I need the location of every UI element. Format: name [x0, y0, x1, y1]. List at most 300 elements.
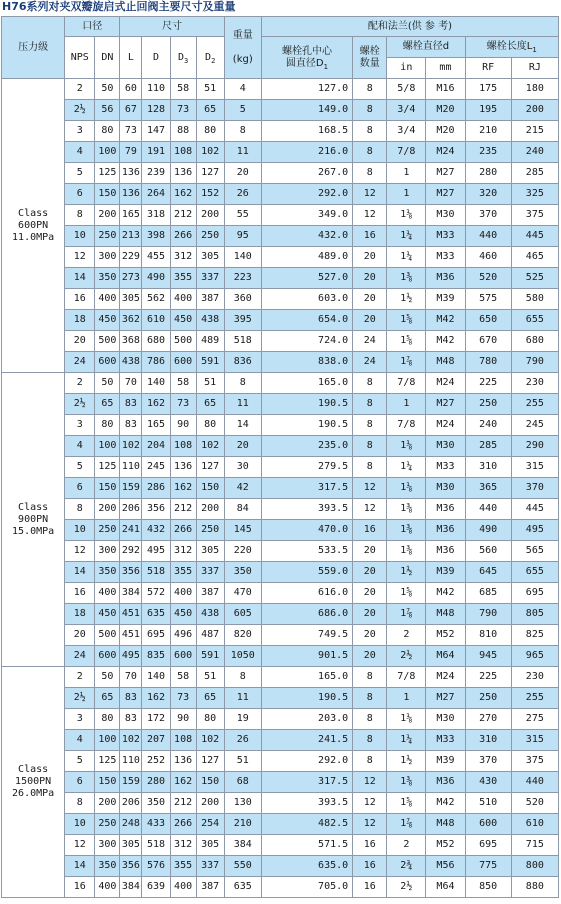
cell-l: 159	[120, 772, 142, 793]
cell-d3: 450	[170, 604, 196, 625]
cell-bolt-len-rj: 805	[511, 604, 558, 625]
header-bore: 口径	[65, 17, 120, 37]
cell-bolt-len-rj: 880	[511, 877, 558, 898]
cell-bolt-len-rf: 225	[465, 667, 511, 688]
table-row	[2, 100, 559, 121]
cell-bolt-len-rj: 315	[511, 457, 558, 478]
cell-dn: 50	[95, 667, 120, 688]
cell-bolt-qty: 8	[353, 667, 387, 688]
cell-weight: 1050	[224, 646, 261, 667]
cell-bolt-qty: 12	[353, 478, 387, 499]
cell-bolt-dia-in: 1⅜	[387, 772, 426, 793]
cell-bolt-dia-in: 7/8	[387, 373, 426, 394]
header-pressure-class: 压力级	[2, 17, 65, 79]
cell-bolt-len-rj: 255	[511, 688, 558, 709]
table-row	[2, 646, 559, 667]
header-l: L	[120, 37, 142, 79]
header-flange: 配和法兰(供 参 考)	[261, 17, 558, 37]
cell-bolt-len-rj: 465	[511, 247, 558, 268]
cell-d2: 591	[196, 646, 224, 667]
cell-bolt-circle: 482.5	[261, 814, 352, 835]
cell-bolt-len-rf: 650	[465, 310, 511, 331]
header-d2-sub: 2	[211, 56, 216, 65]
cell-bolt-circle: 393.5	[261, 793, 352, 814]
cell-weight: 8	[224, 667, 261, 688]
cell-d2: 200	[196, 205, 224, 226]
cell-bolt-dia-mm: M33	[426, 247, 465, 268]
cell-bolt-circle: 190.5	[261, 688, 352, 709]
cell-bolt-dia-mm: M27	[426, 394, 465, 415]
cell-bolt-dia-in: 1⅛	[387, 709, 426, 730]
cell-bolt-dia-in: 1⅜	[387, 520, 426, 541]
cell-d: 252	[142, 751, 170, 772]
cell-bolt-len-rf: 240	[465, 415, 511, 436]
cell-nps: 12	[65, 835, 95, 856]
table-row	[2, 835, 559, 856]
cell-bolt-qty: 12	[353, 499, 387, 520]
header-d2	[196, 37, 224, 79]
cell-weight: 223	[224, 268, 261, 289]
table-row	[2, 583, 559, 604]
cell-weight: 55	[224, 205, 261, 226]
header-rf: RF	[465, 58, 511, 79]
pressure-class-line: 26.0MPa	[12, 788, 55, 799]
pressure-class-line: Class	[18, 207, 49, 219]
cell-dn: 100	[95, 142, 120, 163]
cell-weight: 51	[224, 751, 261, 772]
cell-bolt-dia-in: 1¼	[387, 226, 426, 247]
cell-d2: 337	[196, 562, 224, 583]
pressure-class-line: 600PN	[18, 219, 49, 231]
cell-bolt-dia-in: 1	[387, 163, 426, 184]
cell-bolt-len-rj: 370	[511, 478, 558, 499]
pressure-class-line: 15.0MPa	[12, 525, 55, 537]
cell-weight: 550	[224, 856, 261, 877]
cell-d: 165	[142, 415, 170, 436]
cell-bolt-len-rj: 285	[511, 163, 558, 184]
cell-l: 292	[120, 541, 142, 562]
cell-bolt-qty: 12	[353, 814, 387, 835]
cell-bolt-len-rj: 695	[511, 583, 558, 604]
cell-nps: 3	[65, 121, 95, 142]
cell-weight: 145	[224, 520, 261, 541]
cell-bolt-dia-in: 7/8	[387, 667, 426, 688]
cell-d3: 136	[170, 163, 196, 184]
cell-bolt-len-rj: 315	[511, 730, 558, 751]
cell-l: 495	[120, 646, 142, 667]
cell-d3: 136	[170, 457, 196, 478]
cell-bolt-qty: 20	[353, 310, 387, 331]
cell-d2: 102	[196, 730, 224, 751]
cell-bolt-qty: 20	[353, 289, 387, 310]
cell-bolt-len-rj: 825	[511, 625, 558, 646]
cell-dn: 100	[95, 730, 120, 751]
cell-nps: 10	[65, 520, 95, 541]
cell-nps: 6	[65, 772, 95, 793]
cell-l: 70	[120, 373, 142, 394]
cell-bolt-len-rj: 495	[511, 520, 558, 541]
cell-bolt-dia-in: 1⅝	[387, 793, 426, 814]
cell-d: 695	[142, 625, 170, 646]
cell-bolt-qty: 16	[353, 835, 387, 856]
cell-nps: 2½	[65, 100, 95, 121]
cell-bolt-circle: 190.5	[261, 415, 352, 436]
cell-bolt-circle: 901.5	[261, 646, 352, 667]
table-row	[2, 226, 559, 247]
cell-d: 140	[142, 667, 170, 688]
cell-d: 635	[142, 604, 170, 625]
cell-bolt-len-rf: 195	[465, 100, 511, 121]
cell-d: 280	[142, 772, 170, 793]
table-row	[2, 310, 559, 331]
cell-weight: 68	[224, 772, 261, 793]
cell-weight: 20	[224, 163, 261, 184]
cell-nps: 3	[65, 415, 95, 436]
header-bolt-circle-line1: 螺栓孔中心	[282, 45, 332, 57]
cell-bolt-len-rf: 460	[465, 247, 511, 268]
cell-bolt-qty: 20	[353, 583, 387, 604]
cell-bolt-circle: 724.0	[261, 331, 352, 352]
cell-bolt-dia-mm: M20	[426, 100, 465, 121]
cell-bolt-len-rj: 445	[511, 499, 558, 520]
cell-nps: 8	[65, 205, 95, 226]
cell-d3: 162	[170, 478, 196, 499]
cell-bolt-qty: 20	[353, 268, 387, 289]
header-mm: mm	[426, 58, 465, 79]
header-bolt-len-label: 螺栓长度L	[486, 41, 533, 52]
cell-bolt-len-rj: 275	[511, 709, 558, 730]
cell-bolt-circle: 165.0	[261, 373, 352, 394]
cell-bolt-dia-mm: M56	[426, 856, 465, 877]
cell-bolt-circle: 533.5	[261, 541, 352, 562]
cell-weight: 11	[224, 688, 261, 709]
cell-bolt-dia-in: 1	[387, 394, 426, 415]
cell-d: 207	[142, 730, 170, 751]
cell-d: 835	[142, 646, 170, 667]
cell-l: 165	[120, 205, 142, 226]
table-row	[2, 373, 559, 394]
cell-nps: 8	[65, 793, 95, 814]
cell-nps: 16	[65, 289, 95, 310]
cell-bolt-dia-mm: M36	[426, 268, 465, 289]
cell-bolt-circle: 654.0	[261, 310, 352, 331]
cell-bolt-dia-mm: M39	[426, 751, 465, 772]
cell-bolt-dia-mm: M16	[426, 79, 465, 100]
cell-bolt-circle: 705.0	[261, 877, 352, 898]
cell-bolt-len-rf: 695	[465, 835, 511, 856]
cell-bolt-dia-in: 5/8	[387, 79, 426, 100]
cell-nps: 20	[65, 625, 95, 646]
cell-nps: 4	[65, 142, 95, 163]
cell-d: 639	[142, 877, 170, 898]
cell-dn: 300	[95, 541, 120, 562]
cell-bolt-len-rf: 430	[465, 772, 511, 793]
cell-bolt-circle: 190.5	[261, 394, 352, 415]
cell-d2: 200	[196, 793, 224, 814]
cell-nps: 14	[65, 856, 95, 877]
cell-bolt-len-rf: 670	[465, 331, 511, 352]
pressure-class-cell	[2, 373, 65, 667]
cell-bolt-circle: 749.5	[261, 625, 352, 646]
cell-bolt-circle: 635.0	[261, 856, 352, 877]
header-bolt-circle-sub: 1	[323, 62, 329, 71]
cell-bolt-circle: 292.0	[261, 751, 352, 772]
cell-bolt-dia-mm: M52	[426, 835, 465, 856]
cell-bolt-dia-in: 1½	[387, 751, 426, 772]
cell-d2: 127	[196, 751, 224, 772]
cell-l: 110	[120, 751, 142, 772]
cell-weight: 20	[224, 436, 261, 457]
cell-d: 172	[142, 709, 170, 730]
cell-bolt-dia-mm: M42	[426, 793, 465, 814]
cell-bolt-len-rf: 560	[465, 541, 511, 562]
cell-bolt-circle: 317.5	[261, 772, 352, 793]
cell-bolt-qty: 20	[353, 604, 387, 625]
cell-bolt-dia-in: 3/4	[387, 100, 426, 121]
cell-nps: 3	[65, 709, 95, 730]
cell-d2: 387	[196, 583, 224, 604]
cell-dn: 400	[95, 289, 120, 310]
cell-weight: 518	[224, 331, 261, 352]
cell-nps: 20	[65, 331, 95, 352]
cell-weight: 26	[224, 730, 261, 751]
cell-bolt-len-rj: 440	[511, 772, 558, 793]
table-row	[2, 121, 559, 142]
cell-d2: 51	[196, 667, 224, 688]
cell-d2: 127	[196, 163, 224, 184]
spec-table	[1, 16, 559, 898]
cell-dn: 400	[95, 877, 120, 898]
cell-l: 73	[120, 121, 142, 142]
cell-nps: 10	[65, 814, 95, 835]
cell-d: 286	[142, 478, 170, 499]
cell-bolt-circle: 527.0	[261, 268, 352, 289]
cell-weight: 5	[224, 100, 261, 121]
cell-bolt-len-rj: 245	[511, 415, 558, 436]
cell-weight: 350	[224, 562, 261, 583]
cell-dn: 80	[95, 121, 120, 142]
pressure-class-line: 1500PN	[15, 776, 52, 787]
cell-nps: 2	[65, 79, 95, 100]
table-row	[2, 562, 559, 583]
cell-d3: 355	[170, 562, 196, 583]
cell-bolt-circle: 235.0	[261, 436, 352, 457]
cell-d2: 591	[196, 352, 224, 373]
cell-l: 206	[120, 793, 142, 814]
cell-bolt-len-rj: 565	[511, 541, 558, 562]
cell-d2: 150	[196, 772, 224, 793]
cell-bolt-dia-mm: M48	[426, 604, 465, 625]
cell-dn: 56	[95, 100, 120, 121]
cell-bolt-circle: 168.5	[261, 121, 352, 142]
cell-d3: 58	[170, 79, 196, 100]
cell-bolt-len-rj: 520	[511, 793, 558, 814]
cell-dn: 50	[95, 79, 120, 100]
cell-nps: 14	[65, 268, 95, 289]
cell-dn: 250	[95, 226, 120, 247]
cell-dn: 150	[95, 772, 120, 793]
cell-d: 495	[142, 541, 170, 562]
cell-bolt-len-rj: 525	[511, 268, 558, 289]
cell-weight: 95	[224, 226, 261, 247]
cell-dn: 65	[95, 688, 120, 709]
cell-bolt-qty: 20	[353, 247, 387, 268]
cell-d2: 200	[196, 499, 224, 520]
cell-nps: 10	[65, 226, 95, 247]
cell-bolt-dia-in: 1⅜	[387, 541, 426, 562]
cell-d: 356	[142, 499, 170, 520]
cell-dn: 250	[95, 814, 120, 835]
cell-bolt-qty: 12	[353, 205, 387, 226]
cell-bolt-dia-mm: M36	[426, 772, 465, 793]
cell-bolt-qty: 8	[353, 709, 387, 730]
cell-d3: 600	[170, 352, 196, 373]
cell-d: 518	[142, 562, 170, 583]
cell-nps: 2½	[65, 394, 95, 415]
table-row	[2, 709, 559, 730]
cell-l: 384	[120, 583, 142, 604]
table-row	[2, 856, 559, 877]
cell-d2: 80	[196, 121, 224, 142]
pressure-class-line: Class	[18, 764, 49, 775]
cell-bolt-qty: 20	[353, 562, 387, 583]
cell-weight: 140	[224, 247, 261, 268]
cell-d3: 400	[170, 877, 196, 898]
cell-d3: 108	[170, 142, 196, 163]
cell-bolt-len-rf: 270	[465, 709, 511, 730]
cell-bolt-len-rf: 685	[465, 583, 511, 604]
cell-bolt-qty: 8	[353, 142, 387, 163]
cell-dn: 200	[95, 205, 120, 226]
cell-d2: 102	[196, 142, 224, 163]
cell-bolt-len-rj: 445	[511, 226, 558, 247]
cell-bolt-circle: 470.0	[261, 520, 352, 541]
cell-d: 147	[142, 121, 170, 142]
cell-bolt-dia-mm: M30	[426, 709, 465, 730]
table-row	[2, 205, 559, 226]
cell-d3: 73	[170, 394, 196, 415]
cell-weight: 8	[224, 121, 261, 142]
cell-d3: 90	[170, 709, 196, 730]
cell-bolt-dia-in: 1⅛	[387, 436, 426, 457]
cell-bolt-circle: 127.0	[261, 79, 352, 100]
cell-bolt-len-rf: 225	[465, 373, 511, 394]
cell-bolt-len-rj: 240	[511, 142, 558, 163]
cell-d3: 266	[170, 520, 196, 541]
cell-d: 455	[142, 247, 170, 268]
cell-l: 451	[120, 604, 142, 625]
cell-d: 162	[142, 688, 170, 709]
cell-l: 67	[120, 100, 142, 121]
cell-bolt-dia-mm: M33	[426, 226, 465, 247]
cell-dn: 300	[95, 835, 120, 856]
cell-d2: 305	[196, 247, 224, 268]
cell-bolt-dia-mm: M27	[426, 184, 465, 205]
cell-d2: 337	[196, 856, 224, 877]
cell-bolt-len-rj: 325	[511, 184, 558, 205]
cell-bolt-dia-in: 1⅝	[387, 583, 426, 604]
cell-d: 110	[142, 79, 170, 100]
cell-weight: 384	[224, 835, 261, 856]
cell-d: 490	[142, 268, 170, 289]
cell-d3: 312	[170, 835, 196, 856]
cell-d2: 438	[196, 604, 224, 625]
cell-nps: 6	[65, 184, 95, 205]
cell-d2: 489	[196, 331, 224, 352]
cell-d3: 162	[170, 184, 196, 205]
cell-d3: 500	[170, 331, 196, 352]
cell-bolt-qty: 8	[353, 163, 387, 184]
cell-nps: 5	[65, 163, 95, 184]
cell-bolt-dia-in: 1⅜	[387, 499, 426, 520]
cell-l: 356	[120, 856, 142, 877]
cell-bolt-qty: 8	[353, 457, 387, 478]
cell-bolt-qty: 8	[353, 121, 387, 142]
table-row	[2, 877, 559, 898]
cell-bolt-dia-in: 3/4	[387, 121, 426, 142]
cell-bolt-qty: 8	[353, 730, 387, 751]
cell-bolt-len-rf: 510	[465, 793, 511, 814]
cell-weight: 11	[224, 142, 261, 163]
cell-dn: 50	[95, 373, 120, 394]
cell-d3: 108	[170, 436, 196, 457]
cell-d2: 305	[196, 835, 224, 856]
cell-bolt-len-rj: 610	[511, 814, 558, 835]
cell-d3: 136	[170, 751, 196, 772]
cell-bolt-len-rf: 320	[465, 184, 511, 205]
cell-bolt-len-rf: 310	[465, 730, 511, 751]
cell-d2: 102	[196, 436, 224, 457]
cell-l: 110	[120, 457, 142, 478]
cell-bolt-circle: 838.0	[261, 352, 352, 373]
table-row	[2, 352, 559, 373]
cell-d: 518	[142, 835, 170, 856]
cell-weight: 19	[224, 709, 261, 730]
cell-bolt-dia-mm: M39	[426, 289, 465, 310]
cell-weight: 220	[224, 541, 261, 562]
cell-d: 680	[142, 331, 170, 352]
cell-bolt-len-rj: 715	[511, 835, 558, 856]
cell-bolt-len-rf: 780	[465, 352, 511, 373]
table-row	[2, 604, 559, 625]
cell-dn: 450	[95, 604, 120, 625]
cell-bolt-len-rj: 800	[511, 856, 558, 877]
cell-bolt-qty: 16	[353, 520, 387, 541]
cell-bolt-dia-in: 1⅛	[387, 205, 426, 226]
cell-nps: 8	[65, 499, 95, 520]
header-bolt-circle-line2: 圆直径D	[285, 57, 324, 69]
cell-weight: 26	[224, 184, 261, 205]
cell-bolt-dia-in: 1⅝	[387, 310, 426, 331]
cell-d: 128	[142, 100, 170, 121]
cell-d2: 387	[196, 289, 224, 310]
cell-bolt-dia-mm: M20	[426, 121, 465, 142]
cell-d3: 212	[170, 499, 196, 520]
cell-bolt-qty: 12	[353, 793, 387, 814]
cell-d: 432	[142, 520, 170, 541]
cell-bolt-len-rf: 440	[465, 226, 511, 247]
cell-bolt-circle: 203.0	[261, 709, 352, 730]
cell-bolt-dia-in: 1⅝	[387, 331, 426, 352]
cell-d: 433	[142, 814, 170, 835]
cell-bolt-dia-mm: M24	[426, 373, 465, 394]
cell-l: 229	[120, 247, 142, 268]
cell-l: 451	[120, 625, 142, 646]
cell-bolt-dia-mm: M33	[426, 730, 465, 751]
cell-l: 213	[120, 226, 142, 247]
cell-d3: 88	[170, 121, 196, 142]
cell-bolt-circle: 149.0	[261, 100, 352, 121]
